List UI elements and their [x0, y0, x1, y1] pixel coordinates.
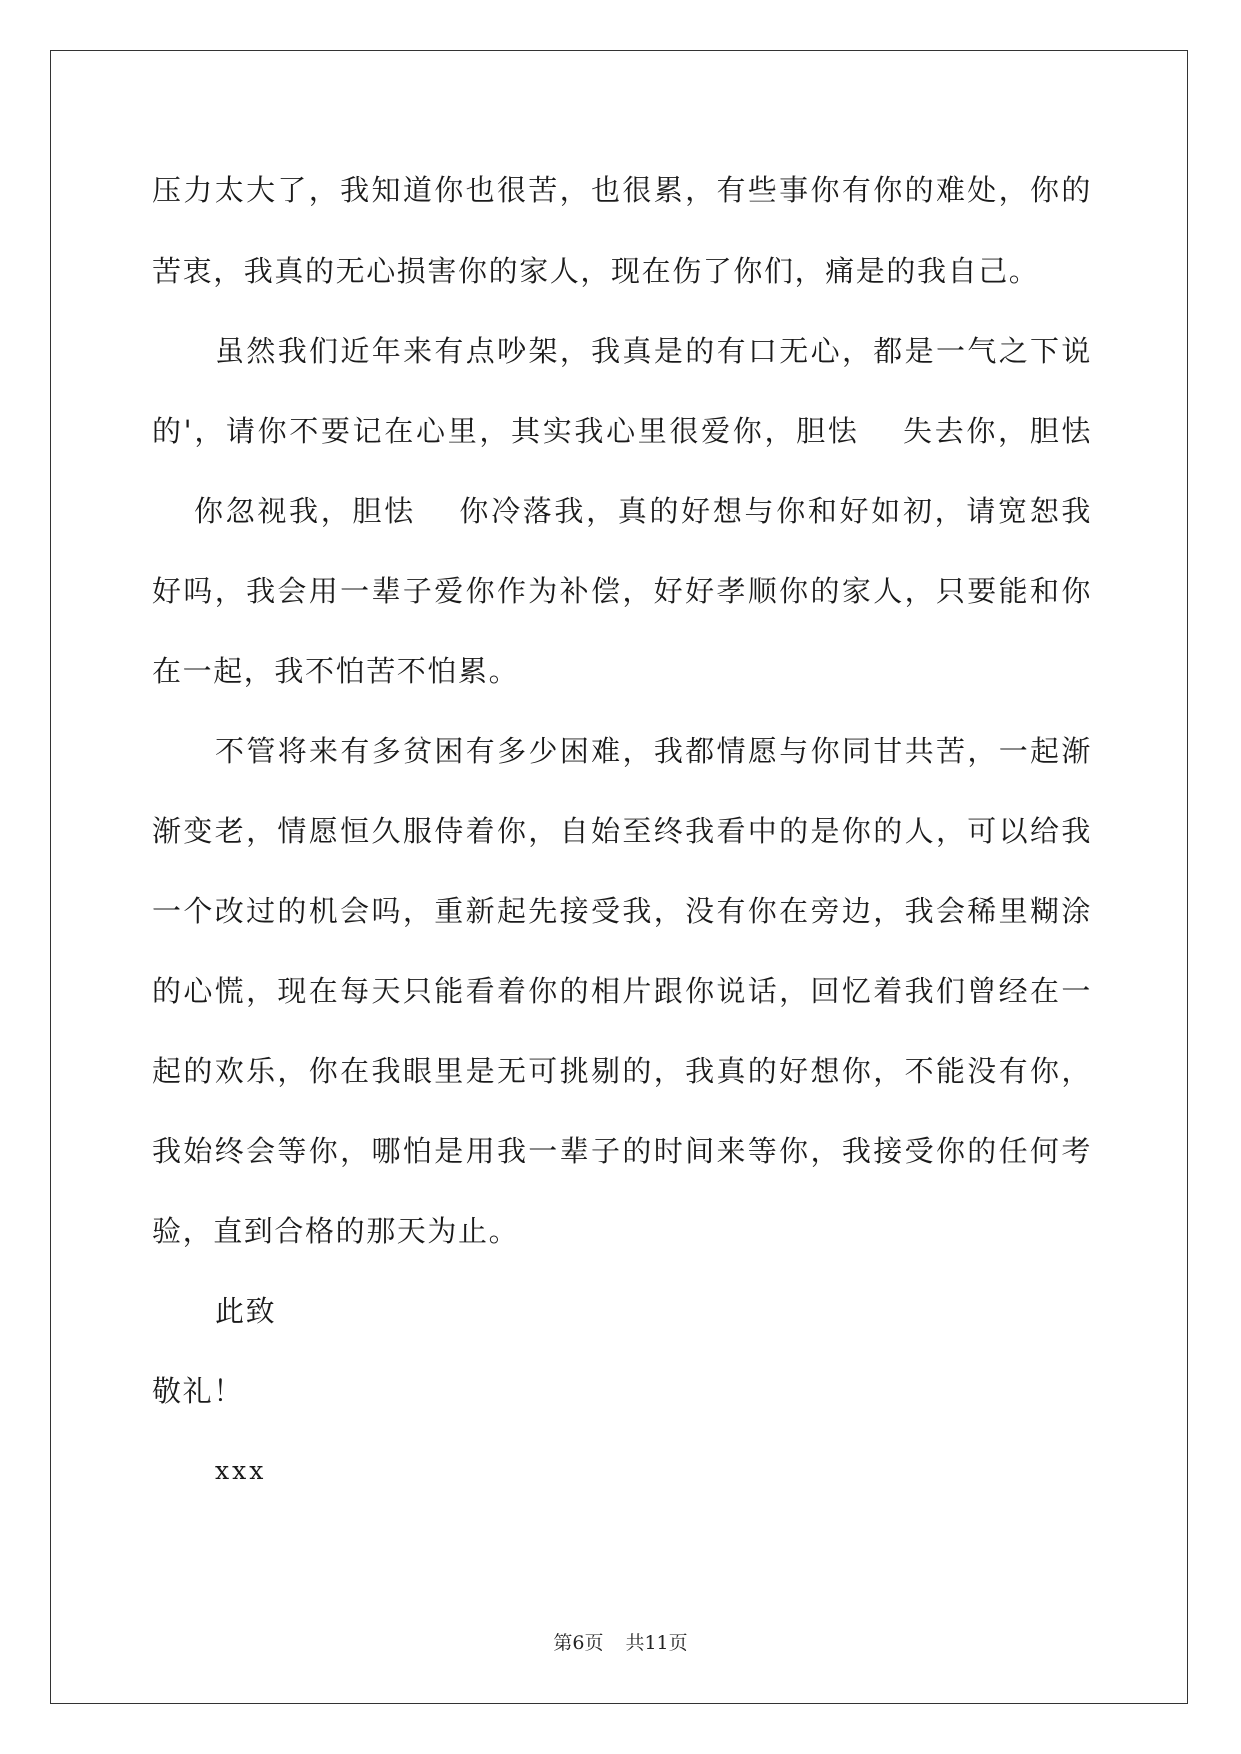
text-line: 你忽视我，胆怯 你冷落我，真的好想与你和好如初，请宽恕我 [194, 494, 1092, 528]
text-line: 虽然我们近年来有点吵架，我真是的有口无心，都是一气之下说 [215, 334, 1092, 368]
text-line: 验，直到合格的那天为止。 [152, 1214, 520, 1248]
text-line: 的'，请你不要记在心里，其实我心里很爱你，胆怯 失去你，胆怯 [152, 414, 1092, 448]
closing-regards: 敬礼！ [152, 1374, 244, 1408]
signature-name: xxx [215, 1456, 267, 1485]
page-total: 共11页 [625, 1632, 688, 1654]
text-line: 不管将来有多贫困有多少困难，我都情愿与你同甘共苦，一起渐 [215, 734, 1092, 768]
text-line: 好吗，我会用一辈子爱你作为补偿，好好孝顺你的家人，只要能和你 [152, 574, 1092, 608]
closing-salutation: 此致 [215, 1294, 277, 1328]
text-line: 的心慌，现在每天只能看着你的相片跟你说话，回忆着我们曾经在一 [152, 974, 1092, 1008]
text-line: 在一起，我不怕苦不怕累。 [152, 654, 520, 688]
page-footer [0, 1628, 1241, 1655]
text-line: 渐变老，情愿恒久服侍着你，自始至终我看中的是你的人，可以给我 [152, 814, 1092, 848]
text-line: 压力太大了，我知道你也很苦，也很累，有些事你有你的难处，你的 [152, 173, 1092, 207]
text-line: 一个改过的机会吗，重新起先接受我，没有你在旁边，我会稀里糊涂 [152, 894, 1092, 928]
text-line: 起的欢乐，你在我眼里是无可挑剔的，我真的好想你，不能没有你， [152, 1054, 1092, 1088]
text-line: 我始终会等你，哪怕是用我一辈子的时间来等你，我接受你的任何考 [152, 1134, 1092, 1168]
page-number: 第6页 [553, 1632, 604, 1654]
text-line: 苦衷，我真的无心损害你的家人，现在伤了你们，痛是的我自己。 [152, 254, 1040, 288]
